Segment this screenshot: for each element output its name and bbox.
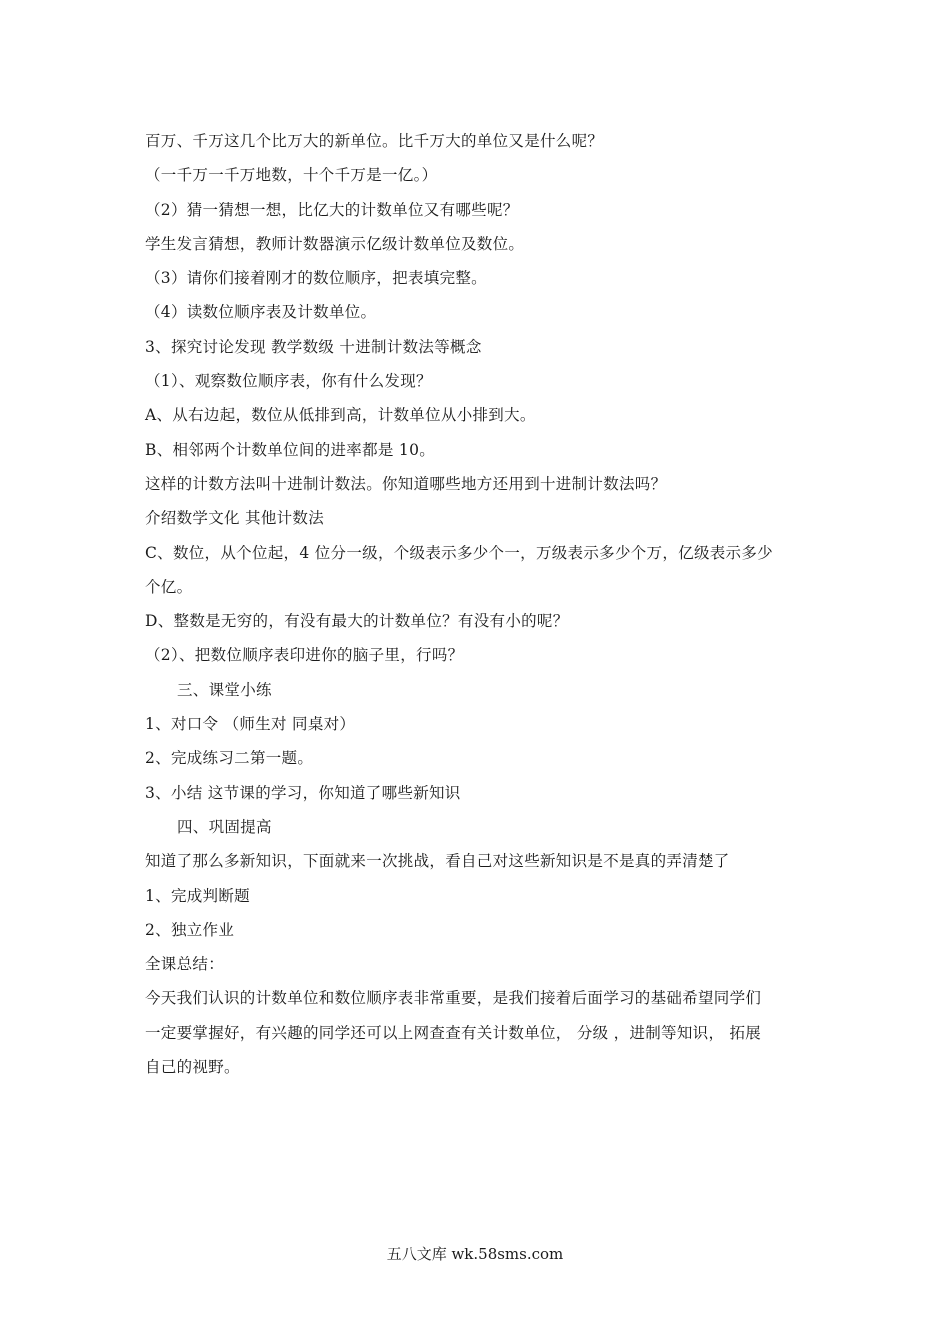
document-body: [145, 124, 825, 1084]
paragraph-line: D、整数是无穷的，有没有最大的计数单位？有没有小的呢？: [145, 612, 569, 631]
paragraph-line: 百万、千万这几个比万大的新单位。比千万大的单位又是什么呢？: [145, 132, 604, 150]
page-footer: 五八文库 wk.58sms.com: [386, 1245, 564, 1263]
paragraph-line: 自己的视野。: [145, 1058, 240, 1077]
paragraph-line: 知道了那么多新知识，下面就来一次挑战，看自己对这些新知识是不是真的弄清楚了: [145, 852, 730, 871]
paragraph-line: B、相邻两个计数单位间的进率都是 10。: [145, 440, 436, 459]
paragraph-line: 一定要掌握好，有兴趣的同学还可以上网查查有关计数单位， 分级 ，进制等知识， 拓展: [145, 1023, 762, 1042]
paragraph-line: 2、独立作业: [145, 920, 235, 939]
paragraph-line: 1、完成判断题: [145, 886, 250, 905]
section-heading: 三、课堂小练: [177, 680, 272, 699]
paragraph-line: （1）、观察数位顺序表，你有什么发现？: [145, 372, 432, 391]
paragraph-line: （3）请你们接着刚才的数位顺序，把表填完整。: [145, 269, 487, 288]
paragraph-line: （一千万一千万地数，十个千万是一亿。）: [145, 166, 438, 185]
paragraph-line: （4）读数位顺序表及计数单位。: [145, 303, 377, 322]
paragraph-line: 学生发言猜想，教师计数器演示亿级计数单位及数位。: [145, 234, 525, 253]
paragraph-line: A、从右边起，数位从低排到高，计数单位从小排到大。: [145, 406, 536, 425]
paragraph-line: 个亿。: [145, 577, 193, 596]
paragraph-line: 今天我们认识的计数单位和数位顺序表非常重要，是我们接着后面学习的基础希望同学们: [145, 989, 762, 1008]
paragraph-line: 介绍数学文化 其他计数法: [145, 509, 325, 528]
section-heading: 四、巩固提高: [177, 817, 272, 836]
paragraph-line: 这样的计数方法叫十进制计数法。你知道哪些地方还用到十进制计数法吗？: [145, 474, 667, 493]
paragraph-line: 3、小结 这节课的学习，你知道了哪些新知识: [145, 783, 461, 802]
section-subheading: 3、探究讨论发现 教学数级 十进制计数法等概念: [145, 337, 482, 356]
paragraph-line: C、数位，从个位起，4 位分一级，个级表示多少个一，万级表示多少个万，亿级表示多少: [145, 543, 773, 562]
paragraph-line: （2）猜一猜想一想，比亿大的计数单位又有哪些呢？: [145, 200, 519, 219]
paragraph-line: （2）、把数位顺序表印进你的脑子里，行吗？: [145, 646, 464, 665]
paragraph-line: 1、对口令 （师生对 同桌对）: [145, 715, 356, 734]
summary-label: 全课总结：: [145, 955, 225, 974]
paragraph-line: 2、完成练习二第一题。: [145, 749, 314, 768]
